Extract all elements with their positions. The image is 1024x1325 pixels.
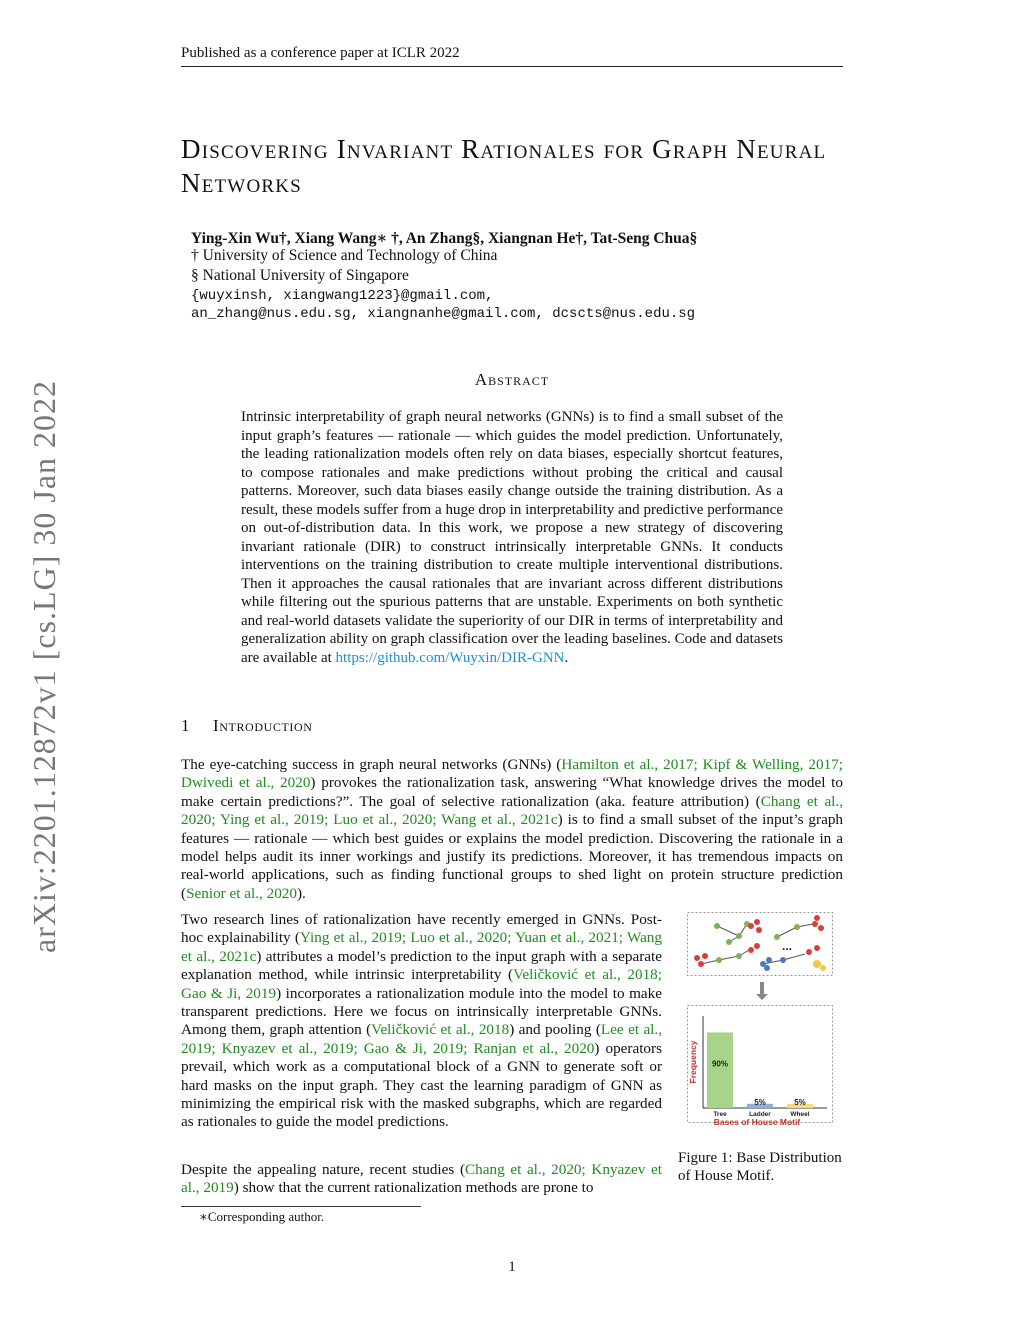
citation[interactable]: Chang et al., 2020; Ying et al., 2019; Luo et al., 2020; Wang et al., 2021c (181, 792, 843, 829)
abstract-text: Intrinsic interpretability of graph neural networks (GNNs) is to find a small subset of the input graph’s features — rationale — which guides the model prediction. Unfortunately, the leading rationalization models often rely on data biases, especially shortcut features, to compose rationales and make predictions without probing the critical and causal patterns. Moreover, such data biases easily change outside the training distribution. As a result, these models suffer from a huge drop in interpretability and predictive performance on out-of-distribution data. In this work, we propose a new strategy of discovering invariant rationale (DIR) to construct intrinsically interpretable GNNs. It conducts interventions on the training distribution to create multiple interventional distributions. Then it approaches the causal rationales that are invariant across different distributions while filtering out the spurious patterns that are unstable. Experiments on both synthetic and real-world datasets validate the superiority of our DIR in terms of interpretability and generalization ability on graph classification over the leading baselines. Code and datasets are available at https://github.com/Wuyxin/DIR-GNN. (241, 409, 783, 666)
text-run: ) provokes the rationalization task, answering “What knowledge drives the model to make certain predictions?”. The goal of selective rationalization (aka. feature attribution) ( (181, 774, 843, 810)
text-run: Despite the appealing nature, recent studies ( (181, 1161, 466, 1178)
citation[interactable]: Chang et al., 2020; Knyazev et al., 2019 (181, 1161, 662, 1197)
footnote-rule (181, 1206, 421, 1207)
email-line-2: an_zhang@nus.edu.sg, xiangnanhe@gmail.com, dcscts@nus.edu.sg (191, 306, 696, 322)
down-arrow-icon (756, 982, 768, 1000)
text-run: The eye-catching success in graph neural networks (GNNs) ( (181, 756, 562, 773)
running-header: Published as a conference paper at ICLR 2022 (181, 45, 843, 67)
intro-paragraph-2 (181, 911, 662, 1132)
x-tick-label: Ladder (749, 1111, 771, 1118)
abstract-body: Intrinsic interpretability of graph neural networks (GNNs) is to find a small subset of the input graph’s features — rationale — which guides the model prediction. Unfortunately, the leading rationalization models often rely on data biases, especially shortcut features, to compose rationales and make predictions without probing the critical and causal patterns. Moreover, such data biases easily change outside the training distribution. As a result, these models suffer from a huge drop in interpretability and predictive performance on out-of-distribution data. In this work, we propose a new strategy of discovering invariant rationale (DIR) to construct intrinsically interpretable GNNs. It conducts interventions on the training distribution to create multiple interventional distributions. Then it approaches the causal rationales that are invariant across different distributions while filtering out the spurious patterns that are unstable. Experiments on both synthetic and real-world datasets validate the superiority of our DIR in terms of interpretability and generalization ability on graph classification over the leading baselines. Code and datasets are available at (241, 409, 783, 666)
x-axis-label: Bases of House Motif (713, 1117, 801, 1127)
abstract-heading: Abstract (474, 370, 550, 389)
citation[interactable]: Lee et al., 2019; Knyazev et al., 2019; Gao & Ji, 2019; Ranjan et al., 2020 (181, 1021, 662, 1057)
text-run: ). (297, 884, 306, 902)
citation[interactable]: Hamilton et al., 2017; Kipf & Welling, 2017; Dwivedi et al., 2020 (181, 756, 843, 792)
citation[interactable]: Senior et al., 2020 (186, 884, 297, 902)
figure-caption: Figure 1: Base Distribution of House Motif. (678, 1150, 842, 1185)
graph-examples-panel (688, 913, 833, 976)
bar-value-label: 90% (711, 1059, 729, 1069)
text-run: ) attributes a model’s prediction to the input graph with a separate explanation method, while intrinsic interpretability ( (181, 947, 662, 984)
ellipsis-label: ... (782, 939, 793, 953)
text-run: ) incorporates a rationalization module into the model to make transparent predictions. Here we focus on intrinsically interpretable GNNs. Among them, graph attention ( (181, 984, 662, 1039)
bar-value-label: 5% (754, 1098, 766, 1107)
house-motif-figure (687, 912, 833, 1130)
bar-tree (707, 1032, 733, 1108)
arxiv-identifier: arXiv:2201.12872v1 [cs.LG] 30 Jan 2022 (26, 379, 62, 953)
citation[interactable]: Veličković et al., 2018; Gao & Ji, 2019 (181, 966, 662, 1002)
code-link[interactable]: https://github.com/Wuyxin/DIR-GNN (335, 649, 565, 666)
text-run: ) show that the current rationalization methods are prone to (233, 1179, 594, 1197)
citation[interactable]: Veličković et al., 2018 (371, 1021, 510, 1039)
section-number: 1 (181, 716, 191, 735)
frequency-bar-chart (688, 1016, 827, 1127)
paper-title: Discovering Invariant Rationales for Graph Neural Networks (181, 134, 827, 198)
author-list: Ying-Xin Wu†, Xiang Wang∗ †, An Zhang§, Xiangnan He†, Tat-Seng Chua§ (191, 230, 698, 247)
x-tick-label: Wheel (790, 1111, 810, 1118)
page-number: 1 (508, 1259, 516, 1275)
wheel-graph-icon (813, 960, 826, 971)
x-tick-label: Tree (713, 1111, 727, 1118)
ladder-graph-icon (760, 957, 786, 971)
section-heading (181, 716, 313, 736)
bar-value-label: 5% (794, 1098, 806, 1107)
text-run: ) operators prevail, which work as a computational block of a GNN to generate soft or hard masks on the input graph. They cast the learning paradigm of GNN as minimizing the empirical risk with the masked subgraphs, which are regarded as rationales to guide the model predictions. (181, 1039, 662, 1131)
citation[interactable]: Ying et al., 2019; Luo et al., 2020; Yuan et al., 2021; Wang et al., 2021c (181, 929, 662, 965)
affiliation-nus: § National University of Singapore (191, 267, 409, 284)
footnote: ∗Corresponding author. (199, 1209, 325, 1224)
text-run: Two research lines of rationalization have recently emerged in GNNs. Post-hoc explainability ( (181, 911, 662, 947)
y-axis-label: Frequency (688, 1040, 698, 1084)
intro-paragraph-1 (181, 756, 843, 903)
house-motif-icons (694, 915, 824, 967)
intro-paragraph-3 (181, 1161, 662, 1198)
text-run: ) is to find a small subset of the input’s graph features — rationale — which best guides or explains the model prediction. Discovering the rationale in a model helps audit its inner workings and justify its predictions. Moreover, it has tremendous impacts on real-world applications, such as finding functional groups to shed light on protein structure prediction ( (181, 811, 844, 902)
text-run: ) and pooling ( (509, 1021, 601, 1039)
affiliation-ustc: † University of Science and Technology of China (191, 247, 498, 264)
email-line-1: {wuyxinsh, xiangwang1223}@gmail.com, (191, 288, 494, 304)
section-title: Introduction (213, 716, 313, 735)
